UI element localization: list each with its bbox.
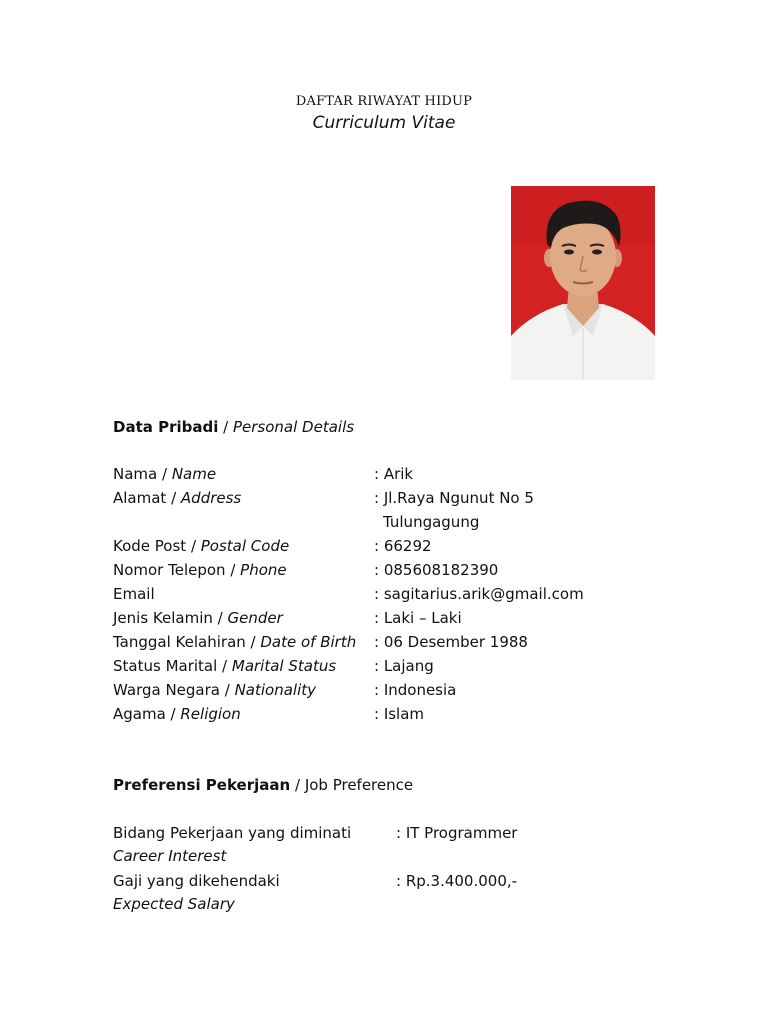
row-value-address: : Jl.Raya Ngunut No 5 bbox=[374, 489, 534, 507]
label-en: Date of Birth bbox=[260, 633, 357, 651]
job-preference-heading bbox=[113, 775, 413, 795]
row-value-expected-salary: : Rp.3.400.000,- bbox=[396, 872, 518, 890]
row-label-expected-salary: Gaji yang dikehendaki bbox=[113, 872, 280, 890]
heading-separator: / bbox=[294, 776, 301, 794]
row-label-career-interest-en: Career Interest bbox=[113, 847, 227, 865]
portrait-photo-icon bbox=[511, 186, 655, 380]
row-label-marital-status: Status Marital / Marital Status bbox=[113, 657, 337, 675]
label-en: Phone bbox=[240, 561, 287, 579]
row-label-phone: Nomor Telepon / Phone bbox=[113, 561, 287, 579]
row-value-date-of-birth: : 06 Desember 1988 bbox=[374, 633, 528, 651]
row-label-postal-code: Kode Post / Postal Code bbox=[113, 537, 290, 555]
personal-heading-en: Personal Details bbox=[232, 418, 355, 436]
label-id: Jenis Kelamin bbox=[113, 609, 213, 627]
row-label-email: Email bbox=[113, 585, 155, 603]
personal-heading-id: Data Pribadi bbox=[113, 418, 219, 436]
row-value-religion: : Islam bbox=[374, 705, 425, 723]
label-id: Agama bbox=[113, 705, 166, 723]
label-id: Nama bbox=[113, 465, 158, 483]
row-value-marital-status: : Lajang bbox=[374, 657, 434, 675]
row-label-address: Alamat / Address bbox=[113, 489, 242, 507]
row-label-date-of-birth: Tanggal Kelahiran / Date of Birth bbox=[113, 633, 357, 651]
row-value-nationality: : Indonesia bbox=[374, 681, 457, 699]
label-id: Alamat bbox=[113, 489, 167, 507]
personal-details-heading bbox=[113, 417, 354, 437]
row-value-name: : Arik bbox=[374, 465, 414, 483]
document-subtitle: Curriculum Vitae bbox=[312, 113, 456, 133]
label-en: Postal Code bbox=[200, 537, 290, 555]
label-en: Religion bbox=[180, 705, 241, 723]
row-label-expected-salary-en: Expected Salary bbox=[113, 895, 235, 913]
label-id: Kode Post bbox=[113, 537, 187, 555]
row-value-postal-code: : 66292 bbox=[374, 537, 432, 555]
row-value-phone: : 085608182390 bbox=[374, 561, 499, 579]
job-heading-en: Job Preference bbox=[304, 776, 414, 794]
portrait-drawing bbox=[511, 186, 655, 380]
heading-separator: / bbox=[223, 418, 229, 436]
label-id: Tanggal Kelahiran bbox=[113, 633, 246, 651]
row-value-gender: : Laki – Laki bbox=[374, 609, 462, 627]
job-heading-id: Preferensi Pekerjaan bbox=[113, 776, 291, 794]
row-label-career-interest: Bidang Pekerjaan yang diminati bbox=[113, 824, 352, 842]
label-en: Gender bbox=[227, 609, 283, 627]
row-label-name: Nama / Name bbox=[113, 465, 217, 483]
row-value-career-interest: : IT Programmer bbox=[396, 824, 518, 842]
label-en: Name bbox=[171, 465, 217, 483]
row-label-religion: Agama / Religion bbox=[113, 705, 241, 723]
label-id: Status Marital bbox=[113, 657, 218, 675]
row-label-nationality: Warga Negara / Nationality bbox=[113, 681, 317, 699]
row-value-email: : sagitarius.arik@gmail.com bbox=[374, 585, 584, 603]
label-en: Nationality bbox=[234, 681, 317, 699]
row-value-address-city: Tulungagung bbox=[383, 513, 480, 531]
label-id: Warga Negara bbox=[113, 681, 220, 699]
label-en: Marital Status bbox=[231, 657, 337, 675]
document-title: DAFTAR RIWAYAT HIDUP bbox=[295, 94, 473, 109]
row-label-gender: Jenis Kelamin / Gender bbox=[113, 609, 283, 627]
label-en: Address bbox=[180, 489, 242, 507]
label-id: Nomor Telepon bbox=[113, 561, 226, 579]
